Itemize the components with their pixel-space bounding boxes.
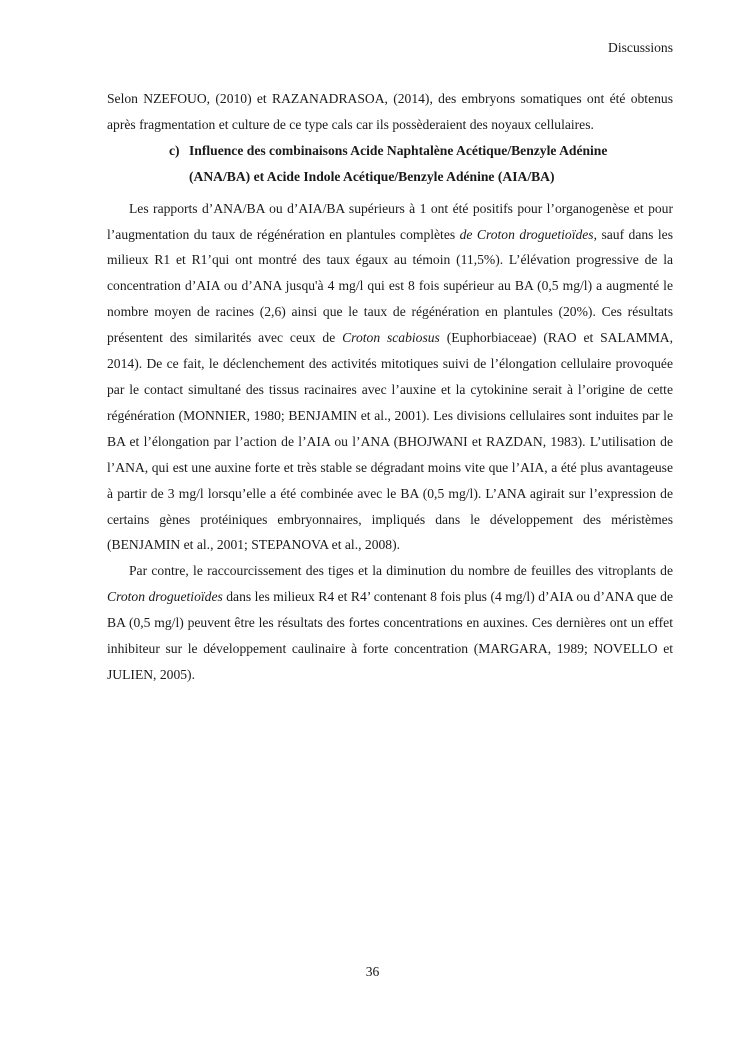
- section-heading: [169, 138, 673, 196]
- page-body: [107, 86, 673, 688]
- species-name: de Croton droguetioïdes: [459, 226, 594, 242]
- species-name: Croton scabiosus: [342, 330, 440, 346]
- paragraph1-text-a: Les rapports d’ANA/BA ou d’AIA/BA supérieurs à 1 ont été positifs pour l’organogenèse et pour l’augmentation du taux de régénération en plantules complètes: [107, 200, 673, 242]
- heading-label: c): [169, 142, 180, 158]
- paragraph-inhibition: [107, 558, 673, 688]
- heading-line-1: Influence des combinaisons Acide Naphtalène Acétique/Benzyle Adénine: [189, 142, 608, 158]
- paragraph2-text-b: dans les milieux R4 et R4’ contenant 8 fois plus (4 mg/l) d’AIA ou d’ANA que de BA (0,5 mg/l) peuvent être les résultats des fortes concentrations en auxines. Ces dernières ont un effet inhibiteur sur le développement caulinaire à forte concentration (MARGARA, 1989; NOVELLO et JULIEN, 2005).: [107, 589, 673, 682]
- running-header: Discussions: [608, 40, 673, 55]
- intro-paragraph: Selon NZEFOUO, (2010) et RAZANADRASOA, (2014), des embryons somatiques ont été obtenus après fragmentation et culture de ce type cals car ils possèderaient des noyaux cellulaires.: [107, 91, 673, 132]
- heading-line-2: (ANA/BA) et Acide Indole Acétique/Benzyle Adénine (AIA/BA): [189, 168, 555, 184]
- page-number: 36: [365, 964, 380, 979]
- paragraph-organogenesis: [107, 196, 673, 559]
- species-name: Croton droguetioïdes: [107, 589, 223, 605]
- paragraph1-text-c: (Euphorbiaceae) (RAO et SALAMMA, 2014). De ce fait, le déclenchement des activités mitotiques suivi de l’élongation cellulaire provoquée par le contact simultané des tissus racinaires avec l’auxine et la cytokinine serait à l’origine de cette régénération (MONNIER, 1980; BENJAMIN et al., 2001). Les divisions cellulaires sont induites par le BA et l’élongation par l’action de l’AIA ou l’ANA (BHOJWANI et RAZDAN, 1983). L’utilisation de l’ANA, qui est une auxine forte et très stable se dégradant moins vite que l’AIA, a été plus avantageuse à partir de 3 mg/l lorsqu’elle a été combinée avec le BA (0,5 mg/l). L’ANA agirait sur l’expression de certains gènes protéiniques embryonnaires, impliqués dans le développement des méristèmes (BENJAMIN et al., 2001; STEPANOVA et al., 2008).: [107, 330, 673, 553]
- paragraph1-text-b: , sauf dans les milieux R1 et R1’qui ont montré des taux égaux au témoin (11,5%). L’élévation progressive de la concentration d’AIA ou d’ANA jusqu'à 4 mg/l qui est 8 fois supérieur au BA (0,5 mg/l) a augmenté le nombre moyen de racines (2,6) ainsi que le taux de régénération en plantules (20%). Ces résultats présentent des similarités avec ceux de: [107, 226, 673, 346]
- paragraph2-text-a: Par contre, le raccourcissement des tiges et la diminution du nombre de feuilles des vitroplants de: [129, 563, 673, 579]
